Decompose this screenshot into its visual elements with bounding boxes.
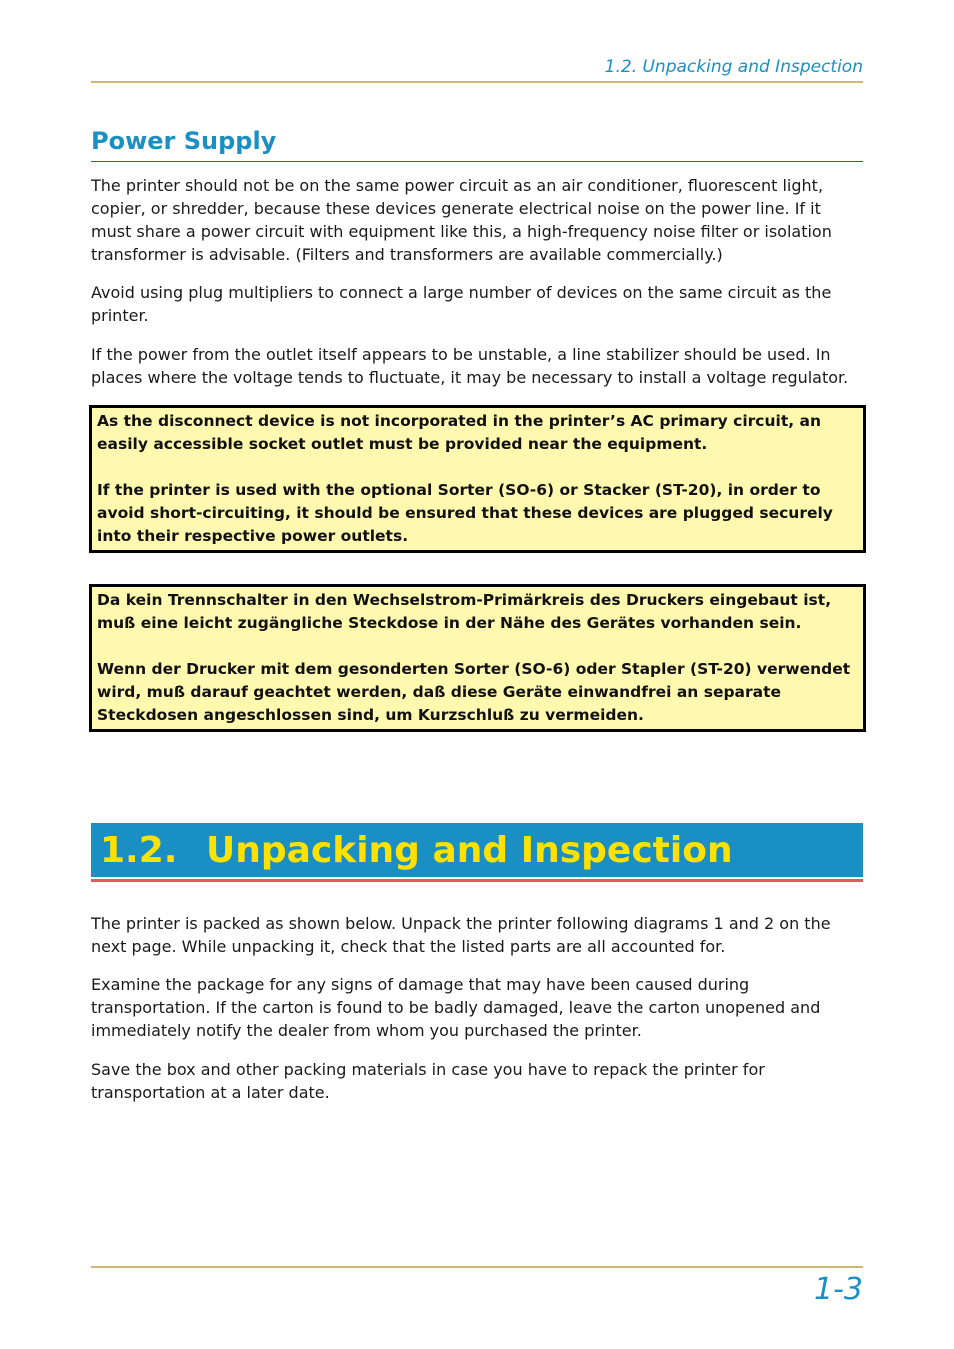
- paragraph-plug-multipliers: Avoid using plug multipliers to connect a large number of devices on the same circuit as the printer.: [91, 283, 832, 325]
- chapter-number: 1.2.: [100, 829, 178, 871]
- paragraph-damage: Examine the package for any signs of damage that may have been caused during transportation. If the carton is found to be badly damaged, leave the carton unopened and immediately notify the dealer from whom you purchased the printer.: [91, 975, 821, 1040]
- chapter-heading: [91, 823, 863, 877]
- footer-rule: [91, 1266, 863, 1268]
- running-header: 1.2. Unpacking and Inspection: [604, 57, 863, 77]
- warning-sorter-de-text: Wenn der Drucker mit dem gesonderten Sorter (SO-6) oder Stapler (ST-20) verwendet wird, muß darauf geachtet werden, daß diese Geräte einwandfrei an separate Steckdosen angeschlossen sind, um Kurzschluß zu vermeiden.: [97, 660, 851, 724]
- warning-sorter-text: If the printer is used with the optional Sorter (SO-6) or Stacker (ST-20), in order to avoid short-circuiting, it should be ensured that these devices are plugged securely into their respective power outlets.: [97, 481, 833, 545]
- warning-trennschalter-text: Da kein Trennschalter in den Wechselstrom-Primärkreis des Druckers eingebaut ist, muß eine leicht zugängliche Steckdose in der Nähe des Gerätes vorhanden sein.: [97, 591, 832, 632]
- warning-note-english: [89, 405, 866, 553]
- paragraph-power-circuit: The printer should not be on the same power circuit as an air conditioner, fluorescent light, copier, or shredder, because these devices generate electrical noise on the power line. If it must share a power circuit with equipment like this, a high-frequency noise filter or isolation transformer is advisable. (Filters and transformers are available commercially.): [91, 176, 832, 264]
- header-rule: [91, 81, 863, 83]
- paragraph-line-stabilizer: If the power from the outlet itself appears to be unstable, a line stabilizer should be used. In places where the voltage tends to fluctuate, it may be necessary to install a voltage regulator.: [91, 345, 849, 387]
- section-title-rule: [91, 161, 863, 162]
- page-number: 1-3: [814, 1272, 863, 1307]
- chapter-rule: [91, 879, 863, 882]
- paragraph-packing: The printer is packed as shown below. Unpack the printer following diagrams 1 and 2 on the next page. While unpacking it, check that the listed parts are all accounted for.: [91, 914, 831, 956]
- paragraph-save-box: Save the box and other packing materials in case you have to repack the printer for transportation at a later date.: [91, 1060, 765, 1102]
- warning-note-german: [89, 584, 866, 732]
- section-title: Power Supply: [91, 127, 277, 155]
- warning-disconnect-text: As the disconnect device is not incorporated in the printer’s AC primary circuit, an easily accessible socket outlet must be provided near the equipment.: [97, 412, 822, 453]
- chapter-title: Unpacking and Inspection: [206, 829, 733, 871]
